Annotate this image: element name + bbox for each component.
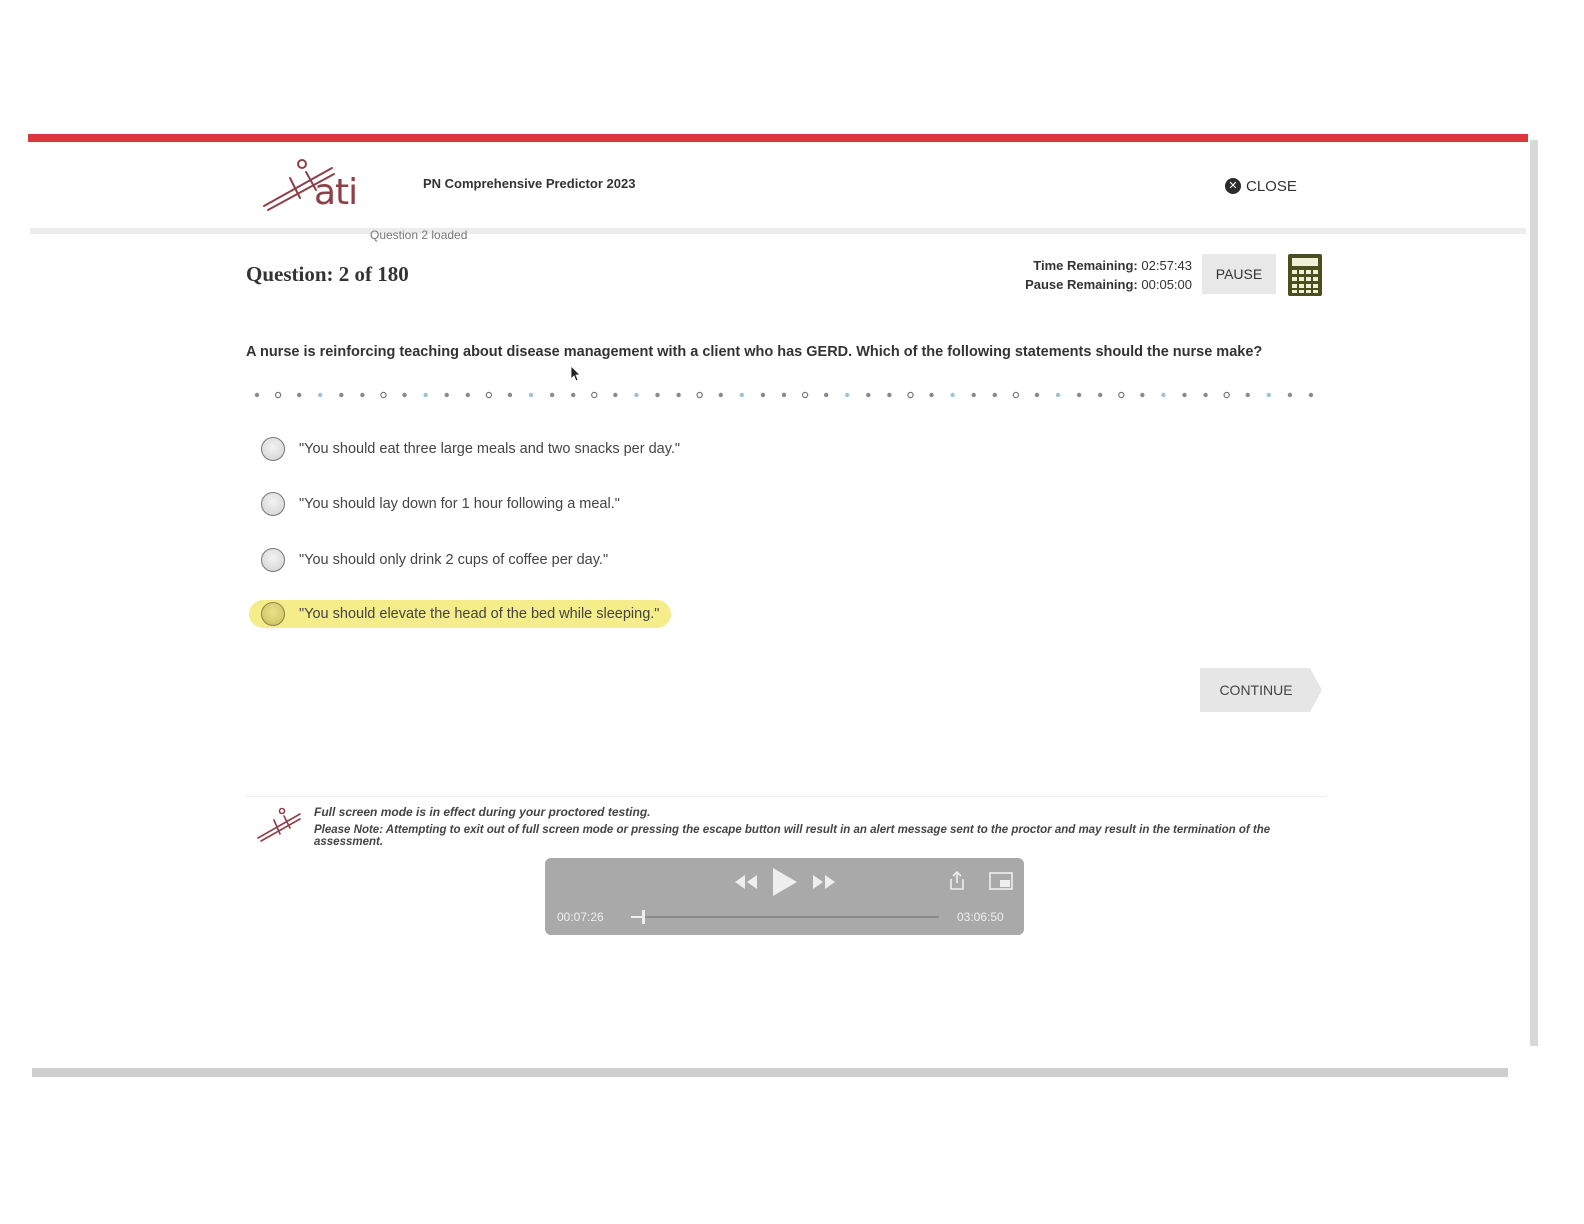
separator-dot [550,393,554,397]
separator-dot [402,393,406,397]
ati-small-logo-icon [256,806,302,846]
question-counter: Question: 2 of 180 [246,262,409,286]
separator-dot [255,393,259,397]
separator-dot [1013,392,1018,397]
radio-button[interactable] [261,492,285,516]
separator-dot [592,392,597,397]
separator-dot [486,392,491,397]
logo-text: ati [314,172,358,213]
answer-option-4[interactable] [249,600,671,628]
separator-dot [508,393,512,397]
scrubber-handle[interactable] [642,910,645,924]
exam-title: PN Comprehensive Predictor 2023 [423,176,636,191]
separator-dot [1203,393,1207,397]
separator-dot [445,393,449,397]
separator-dot [761,393,765,397]
elapsed-time: 00:07:26 [557,910,604,924]
separator-dot [297,393,301,397]
separator-dot [887,393,891,397]
continue-button[interactable] [1200,668,1324,712]
separator-dot [1246,393,1250,397]
fullscreen-notice: Full screen mode is in effect during your proctored testing. [314,805,651,819]
timers [970,256,1192,294]
separator-dot [719,393,723,397]
separator-dot [802,392,807,397]
fullscreen-warning: Please Note: Attempting to exit out of full screen mode or pressing the escape button will result in an alert message sent to the proctor and may result in the termination of the assessment. [314,824,1271,848]
separator-dot [1267,393,1271,397]
radio-button[interactable] [261,548,285,572]
radio-button[interactable] [261,602,285,626]
play-icon[interactable] [771,866,799,898]
separator-dot [824,393,828,397]
separator-dot [634,393,638,397]
close-label: CLOSE [1246,177,1297,195]
pause-remaining: Pause Remaining: 00:05:00 [1025,277,1192,292]
calculator-icon[interactable] [1288,254,1322,296]
mouse-cursor-icon [570,365,582,383]
media-player [545,858,1024,935]
playback-scrubber[interactable] [631,916,939,918]
separator-dots [253,390,1323,400]
separator-dot [1140,393,1144,397]
option-label: "You should lay down for 1 hour following a meal." [299,496,620,512]
separator-dot [740,393,744,397]
separator-dot [676,393,680,397]
picture-in-picture-icon[interactable] [989,872,1013,890]
separator-dot [423,393,427,397]
total-time: 03:06:50 [957,910,1004,924]
pause-button[interactable]: PAUSE [1202,254,1276,294]
separator-dot [275,392,280,397]
separator-dot [360,393,364,397]
answer-option-3[interactable] [249,546,620,574]
separator-dot [1224,392,1229,397]
separator-dot [1056,393,1060,397]
radio-button[interactable] [261,437,285,461]
answer-option-1[interactable] [249,435,692,463]
rewind-icon[interactable] [733,872,759,892]
separator-dot [1035,393,1039,397]
pause-remaining-value: 00:05:00 [1141,277,1192,292]
separator-dot [571,393,575,397]
separator-dot [845,393,849,397]
separator-dot [1077,393,1081,397]
separator-dot [1119,392,1124,397]
separator-dot [993,393,997,397]
question-stem: A nurse is reinforcing teaching about disease management with a client who has GERD. Which of the following statements should the nurse make? [246,344,1263,360]
separator-dot [1098,393,1102,397]
separator-dot [929,393,933,397]
close-button[interactable] [1214,170,1314,202]
separator-dot [1161,393,1165,397]
separator-dot [866,393,870,397]
separator-dot [1309,393,1313,397]
top-accent-bar [28,134,1528,142]
continue-label: CONTINUE [1219,682,1293,698]
separator-dot [318,393,322,397]
option-label: "You should elevate the head of the bed while sleeping." [299,606,660,622]
status-text: Question 2 loaded [370,228,468,242]
separator-dot [1288,393,1292,397]
separator-dot [466,393,470,397]
horizontal-scrollbar[interactable] [32,1068,1508,1077]
separator-dot [529,393,533,397]
separator-dot [613,393,617,397]
separator-dot [1182,393,1186,397]
separator-dot [908,392,913,397]
footer-divider [246,796,1326,797]
option-label: "You should eat three large meals and two snacks per day." [299,441,681,457]
separator-dot [381,392,386,397]
vertical-scrollbar[interactable] [1530,140,1538,1046]
separator-dot [697,392,702,397]
answer-option-2[interactable] [249,490,632,518]
option-label: "You should only drink 2 cups of coffee per day." [299,552,609,568]
separator-dot [950,393,954,397]
close-icon: ✕ [1225,178,1241,194]
separator-dot [339,393,343,397]
time-remaining-value: 02:57:43 [1141,258,1192,273]
separator-dot [655,393,659,397]
separator-dot [972,393,976,397]
fast-forward-icon[interactable] [811,872,837,892]
separator-dot [782,393,786,397]
header-divider [30,228,1526,234]
time-remaining: Time Remaining: 02:57:43 [1033,258,1192,273]
share-icon[interactable] [947,870,967,892]
